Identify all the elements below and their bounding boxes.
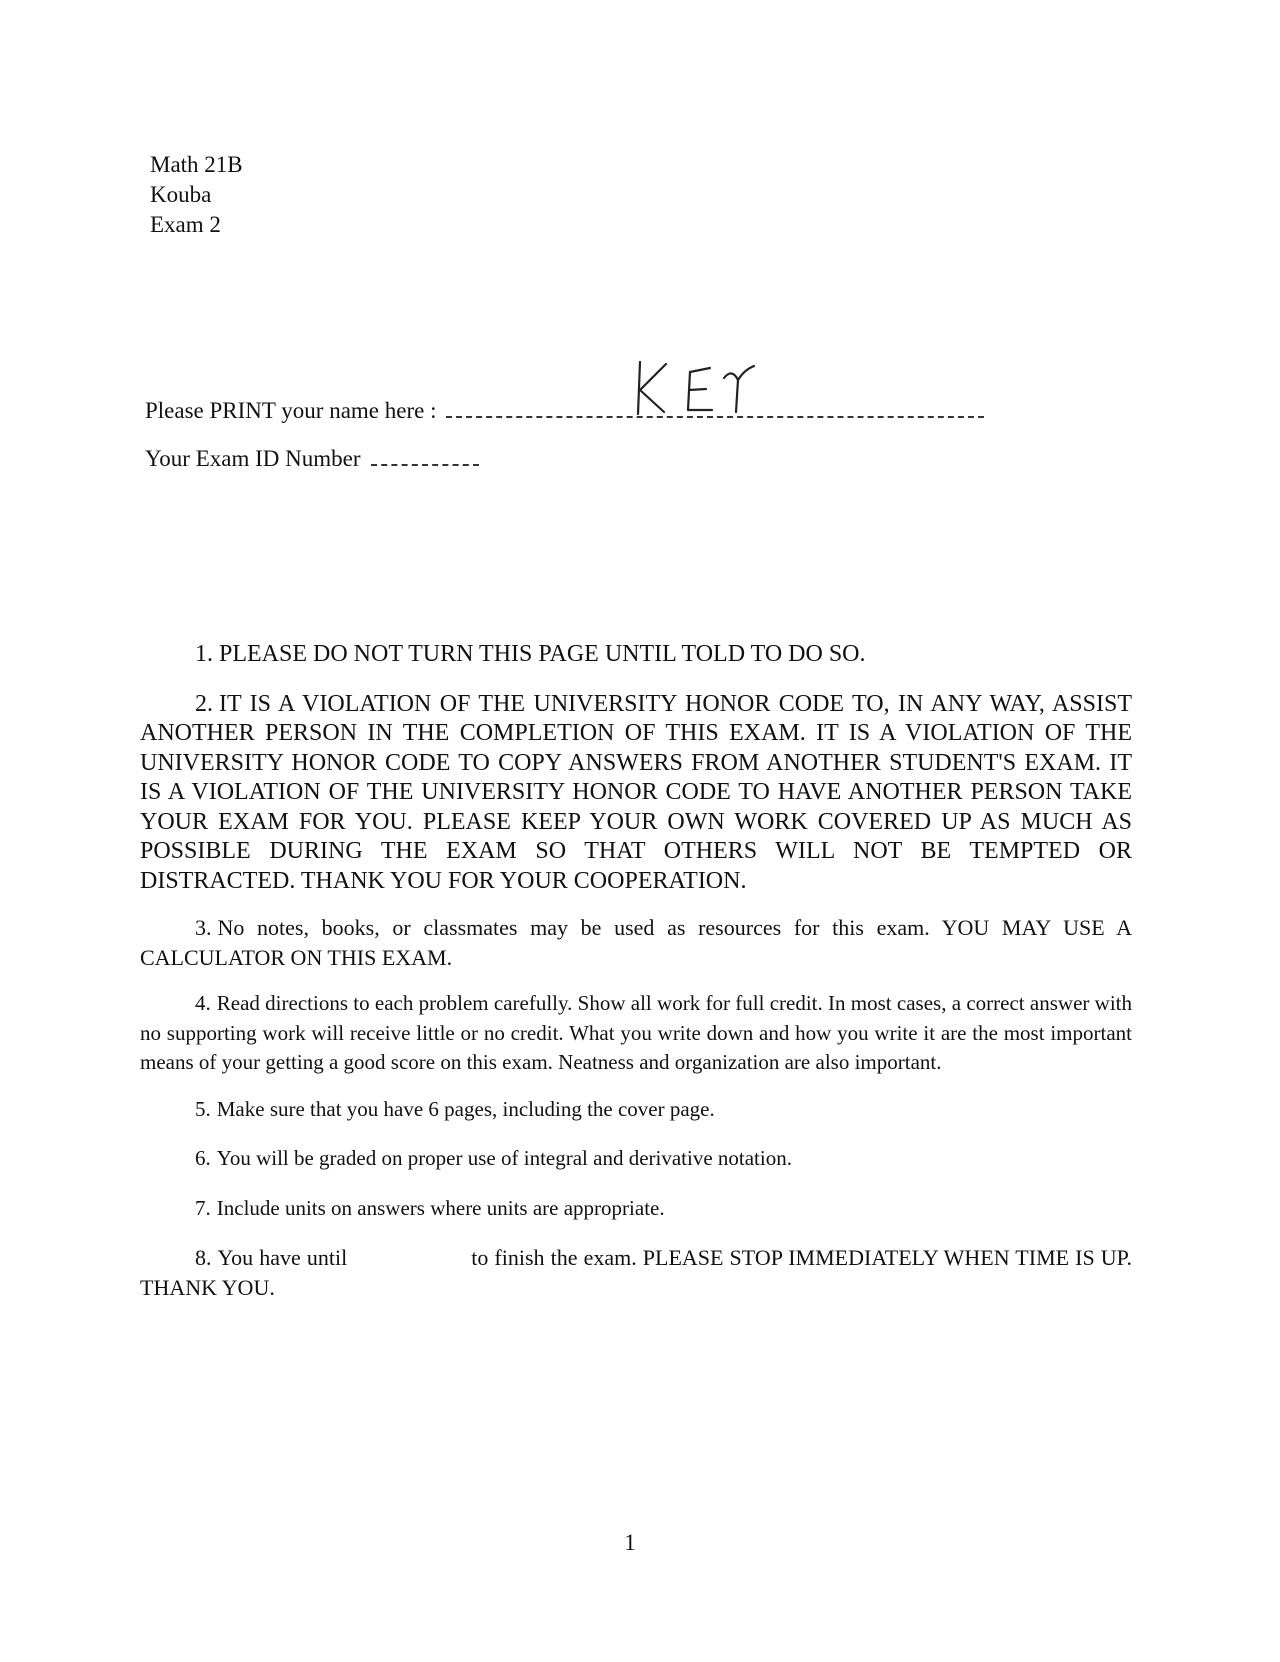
instruction-item: 1. PLEASE DO NOT TURN THIS PAGE UNTIL TOLD TO DO SO.	[195, 641, 866, 667]
instruction-item: 3. No notes, books, or classmates may be used as resources for this exam. YOU MAY USE A CALCULATOR ON THIS EXAM.	[140, 915, 1132, 970]
instruction-item: 4. Read directions to each problem carefully. Show all work for full credit. In most cases, a correct answer with no supporting work will receive little or no credit. What you write down and how you write it are the most important means of your getting a good score on this exam. Neatness and organization are also important.	[140, 991, 1132, 1074]
handwritten-key-value	[632, 358, 762, 424]
exam-title: Exam 2	[150, 212, 221, 237]
instruction-item: 5. Make sure that you have 6 pages, including the cover page.	[195, 1096, 715, 1121]
name-field-label: Please PRINT your name here :	[145, 398, 437, 423]
name-field	[145, 398, 984, 424]
instruction-item: 7. Include units on answers where units are appropriate.	[195, 1195, 665, 1220]
instruction-item: 8. You have until to finish the exam. PLEASE STOP IMMEDIATELY WHEN TIME IS UP. THANK YOU.	[140, 1245, 1132, 1300]
exam-header	[150, 150, 243, 240]
instruction-item: 6. You will be graded on proper use of integral and derivative notation.	[195, 1146, 792, 1170]
instructions-list	[140, 640, 1132, 1319]
exam-id-blank-line	[371, 450, 479, 466]
instructor-name: Kouba	[150, 182, 212, 207]
exam-id-field	[145, 446, 479, 472]
exam-id-label: Your Exam ID Number	[145, 446, 361, 471]
page-number: 1	[624, 1530, 636, 1555]
course-name: Math 21B	[150, 152, 243, 177]
instruction-item: 2. IT IS A VIOLATION OF THE UNIVERSITY HONOR CODE TO, IN ANY WAY, ASSIST ANOTHER PERSON IN THE COMPLETION OF THIS EXAM. IT IS A VIOLATION OF THE UNIVERSITY HONOR CODE TO COPY ANSWERS FROM ANOTHER STUDENT'S EXAM. IT IS A VIOLATION OF THE UNIVERSITY HONOR CODE TO HAVE ANOTHER PERSON TAKE YOUR EXAM FOR YOU. PLEASE KEEP YOUR OWN WORK COVERED UP AS MUCH AS POSSIBLE DURING THE EXAM SO THAT OTHERS WILL NOT BE TEMPTED OR DISTRACTED. THANK YOU FOR YOUR COOPERATION.	[140, 690, 1132, 894]
